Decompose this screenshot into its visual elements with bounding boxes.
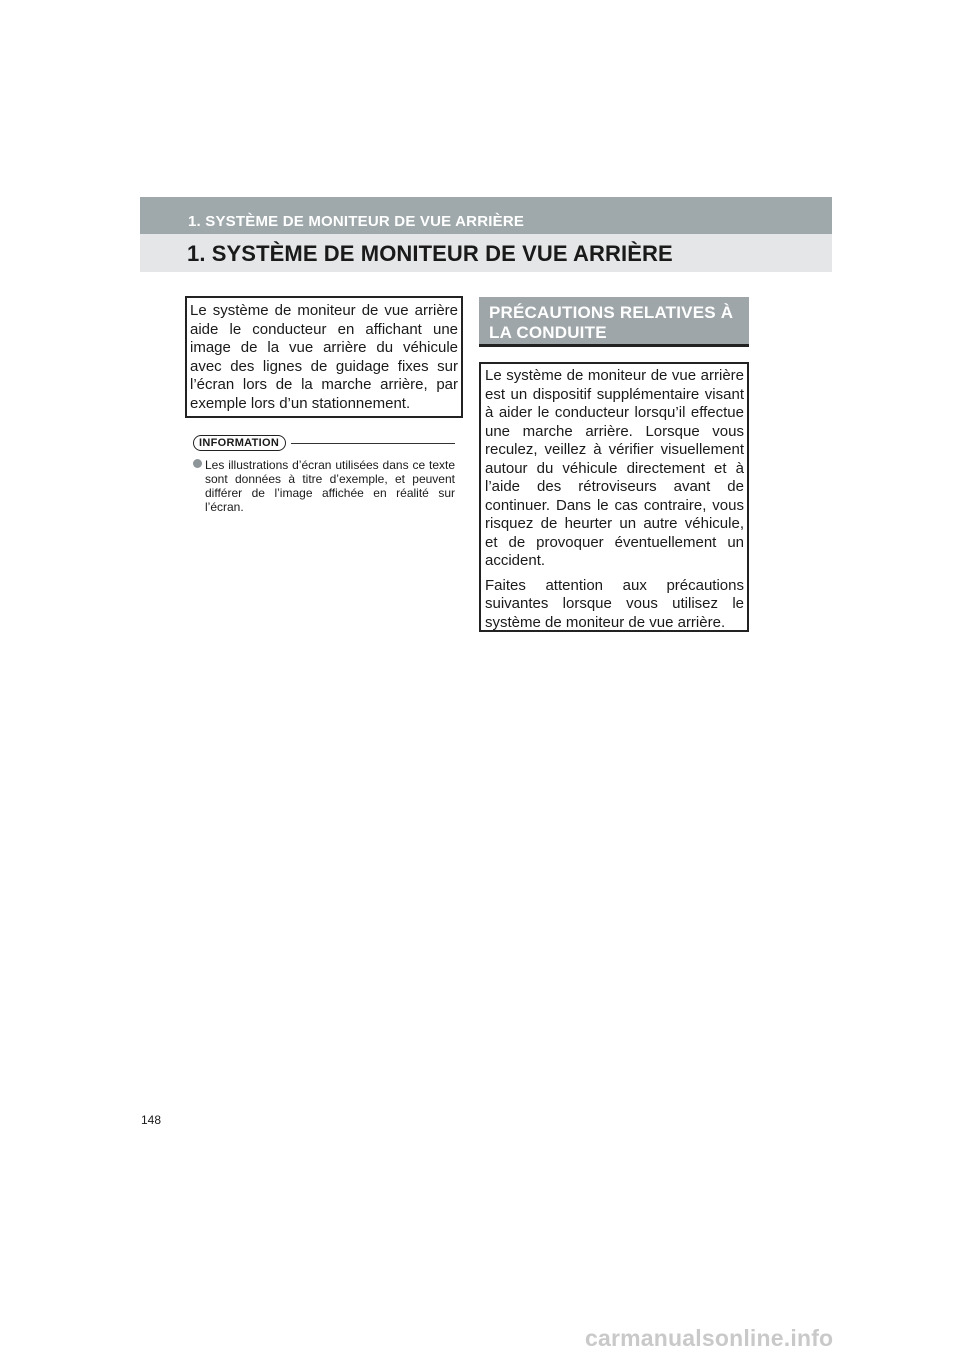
section-header — [140, 197, 832, 272]
caution-paragraph: Le système de moniteur de vue arrière est un dispositif supplémentaire visant à aider le conducteur lorsqu’il effectue une marche arrière. Lorsque vous reculez, veillez à vérifier visuellement autour du véhicule directement et à l’aide des rétroviseurs avant de continuer. Dans le cas contraire, vous risquez de heurter un autre véhicule, et de provoquer éventuellement un accident. — [485, 367, 744, 569]
page-title: 1. SYSTÈME DE MONITEUR DE VUE ARRIÈRE — [187, 241, 673, 266]
caution-paragraph: Faites attention aux précautions suivantes lorsque vous utilisez le système de moniteur de vue arrière. — [485, 576, 744, 631]
watermark-text: carmanualsonline.info — [585, 1325, 834, 1351]
information-label: INFORMATION — [193, 435, 286, 451]
intro-box: Le système de moniteur de vue arrière aide le conducteur en affichant une image de la vue arrière du véhicule avec des lignes de guidage fixes sur l’écran lors de la marche arrière, par exemple lors d’un stationnement. — [185, 296, 463, 418]
page-number: 148 — [141, 1113, 162, 1127]
caution-box — [479, 362, 749, 632]
caution-title: PRÉCAUTIONS RELATIVES À LA CONDUITE — [479, 297, 749, 347]
section-title: 1. SYSTÈME DE MONITEUR DE VUE ARRIÈRE — [188, 213, 525, 230]
bullet-icon — [193, 459, 202, 468]
information-rule — [291, 443, 455, 444]
information-box — [193, 433, 455, 514]
information-item-text: Les illustrations d’écran utilisées dans ce texte sont données à titre d’exemple, et peuvent différer de l’image affichée en réalité sur l’écran. — [205, 458, 455, 514]
information-item — [193, 458, 455, 514]
section-header-bar — [140, 197, 832, 234]
